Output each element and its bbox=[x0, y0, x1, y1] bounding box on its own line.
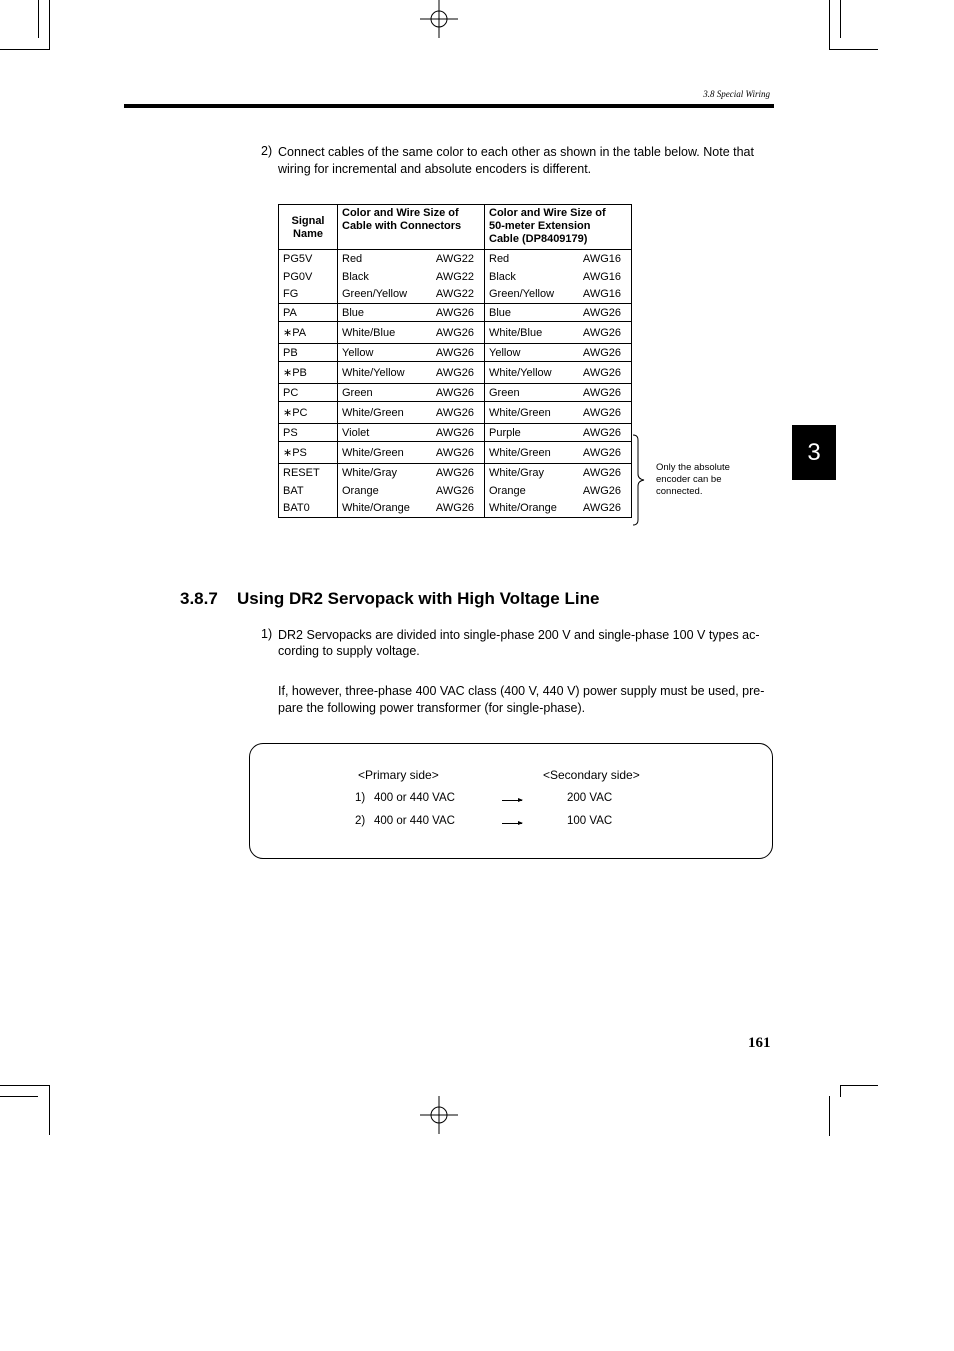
wire-color: White/Green bbox=[342, 446, 404, 459]
transformer-box bbox=[249, 743, 773, 859]
extension-cable-cell bbox=[485, 268, 632, 286]
wire-size: AWG26 bbox=[582, 326, 621, 339]
point1-number: 1) bbox=[261, 627, 273, 641]
table-row bbox=[279, 500, 632, 518]
wire-color: White/Green bbox=[489, 406, 551, 419]
transformer-row-1-primary: 400 or 440 VAC bbox=[374, 792, 455, 804]
transformer-row-2-number: 2) bbox=[355, 815, 366, 827]
wire-size: AWG26 bbox=[435, 366, 474, 379]
table-row bbox=[279, 362, 632, 384]
header-rule bbox=[124, 104, 774, 108]
registration-mark-bottom bbox=[420, 1096, 460, 1136]
section-title: Using DR2 Servopack with High Voltage Line bbox=[237, 589, 600, 608]
wire-color: Orange bbox=[342, 484, 379, 497]
extension-cable-cell bbox=[485, 250, 632, 268]
table-row bbox=[279, 268, 632, 286]
connector-cable-cell bbox=[338, 344, 485, 362]
extension-cable-cell bbox=[485, 442, 632, 464]
arrow-icon bbox=[502, 823, 522, 824]
wire-size: AWG26 bbox=[582, 466, 621, 479]
wire-color: Red bbox=[489, 252, 510, 265]
table-row bbox=[279, 304, 632, 322]
wire-color: White/Blue bbox=[489, 326, 543, 339]
page-number: 161 bbox=[748, 1035, 771, 1051]
wire-size: AWG26 bbox=[582, 502, 621, 515]
header-col1-line-2: Cable with Connectors bbox=[342, 220, 462, 232]
wire-size: AWG26 bbox=[435, 426, 474, 439]
table-row bbox=[279, 286, 632, 304]
wire-size: AWG26 bbox=[582, 366, 621, 379]
signal-cell: RESET bbox=[279, 464, 338, 482]
point1-line-2: cording to supply voltage. bbox=[278, 644, 420, 658]
absolute-encoder-brace bbox=[632, 434, 648, 526]
header-col1 bbox=[338, 205, 485, 250]
header-col1-line-1: Color and Wire Size of bbox=[342, 207, 459, 219]
connector-cable-cell bbox=[338, 286, 485, 304]
connector-cable-cell bbox=[338, 500, 485, 518]
extension-cable-cell bbox=[485, 464, 632, 482]
wire-color: White/Green bbox=[489, 446, 551, 459]
extension-cable-cell bbox=[485, 500, 632, 518]
extension-cable-cell bbox=[485, 424, 632, 442]
wire-size: AWG22 bbox=[435, 252, 474, 265]
signal-cell: PS bbox=[279, 424, 338, 442]
connector-cable-cell bbox=[338, 402, 485, 424]
wire-size: AWG26 bbox=[582, 426, 621, 439]
running-header: 3.8 Special Wiring bbox=[703, 89, 770, 99]
connector-cable-cell bbox=[338, 442, 485, 464]
intro-number: 2) bbox=[261, 144, 273, 158]
wiring-table bbox=[278, 204, 632, 518]
wire-color: Red bbox=[342, 252, 363, 265]
wire-color: Black bbox=[342, 270, 369, 283]
extension-cable-cell bbox=[485, 286, 632, 304]
wire-size: AWG16 bbox=[582, 252, 621, 265]
header-col2-line-2: 50-meter Extension bbox=[489, 220, 591, 232]
extension-cable-cell bbox=[485, 304, 632, 322]
table-row bbox=[279, 482, 632, 500]
extension-cable-cell bbox=[485, 384, 632, 402]
point1-line-1: DR2 Servopacks are divided into single-phase 200 V and single-phase 100 V types ac- bbox=[278, 628, 760, 642]
table-row bbox=[279, 424, 632, 442]
arrow-icon bbox=[502, 800, 522, 801]
transformer-row-1-number: 1) bbox=[355, 792, 366, 804]
wire-size: AWG26 bbox=[435, 484, 474, 497]
signal-cell: PB bbox=[279, 344, 338, 362]
wire-color: White/Gray bbox=[489, 466, 545, 479]
extension-cable-cell bbox=[485, 362, 632, 384]
wire-color: Green/Yellow bbox=[342, 288, 408, 301]
table-row bbox=[279, 322, 632, 344]
wire-color: Blue bbox=[342, 306, 365, 319]
intro-line-2: wiring for incremental and absolute encoders is different. bbox=[278, 162, 592, 176]
signal-cell: ∗PC bbox=[279, 402, 338, 424]
signal-cell: BAT0 bbox=[279, 500, 338, 518]
signal-cell: ∗PA bbox=[279, 322, 338, 344]
wire-color: Purple bbox=[489, 426, 521, 439]
signal-cell: ∗PS bbox=[279, 442, 338, 464]
signal-cell: FG bbox=[279, 286, 338, 304]
table-row bbox=[279, 344, 632, 362]
wire-size: AWG16 bbox=[582, 288, 621, 301]
connector-cable-cell bbox=[338, 304, 485, 322]
secondary-side-label: <Secondary side> bbox=[543, 768, 640, 782]
extension-cable-cell bbox=[485, 402, 632, 424]
wire-color: White/Yellow bbox=[489, 366, 552, 379]
wire-color: Orange bbox=[489, 484, 526, 497]
wire-size: AWG26 bbox=[435, 346, 474, 359]
note-line-1: Only the absolute bbox=[656, 462, 730, 473]
table-row bbox=[279, 442, 632, 464]
wire-size: AWG26 bbox=[435, 446, 474, 459]
header-signal-line-2: Name bbox=[293, 228, 323, 240]
wire-color: White/Gray bbox=[342, 466, 398, 479]
connector-cable-cell bbox=[338, 464, 485, 482]
wire-size: AWG22 bbox=[435, 288, 474, 301]
table-row bbox=[279, 250, 632, 268]
wire-size: AWG26 bbox=[435, 306, 474, 319]
connector-cable-cell bbox=[338, 268, 485, 286]
table-row bbox=[279, 464, 632, 482]
wire-size: AWG26 bbox=[582, 306, 621, 319]
connector-cable-cell bbox=[338, 424, 485, 442]
wire-color: White/Orange bbox=[342, 502, 410, 515]
wire-size: AWG26 bbox=[582, 446, 621, 459]
signal-cell: PG5V bbox=[279, 250, 338, 268]
header-signal bbox=[279, 205, 338, 250]
header-signal-line-1: Signal bbox=[291, 215, 325, 227]
connector-cable-cell bbox=[338, 250, 485, 268]
wire-color: Green bbox=[342, 386, 373, 399]
intro-line-1: Connect cables of the same color to each other as shown in the table below. Note that bbox=[278, 145, 754, 159]
table-row bbox=[279, 402, 632, 424]
wire-color: White/Green bbox=[342, 406, 404, 419]
point1-line-3: If, however, three-phase 400 VAC class (400 V, 440 V) power supply must be used, pre- bbox=[278, 684, 765, 698]
transformer-row-1-secondary: 200 VAC bbox=[567, 792, 613, 804]
wire-size: AWG26 bbox=[435, 502, 474, 515]
wire-size: AWG26 bbox=[435, 406, 474, 419]
header-col2 bbox=[485, 205, 632, 250]
wire-size: AWG16 bbox=[582, 270, 621, 283]
wire-size: AWG26 bbox=[435, 386, 474, 399]
signal-cell: PC bbox=[279, 384, 338, 402]
section-number: 3.8.7 bbox=[180, 589, 218, 608]
wire-color: White/Blue bbox=[342, 326, 396, 339]
header-col2-line-3: Cable (DP8409179) bbox=[489, 233, 588, 245]
note-line-2: encoder can be bbox=[656, 474, 722, 485]
signal-cell: ∗PB bbox=[279, 362, 338, 384]
wire-color: Black bbox=[489, 270, 516, 283]
connector-cable-cell bbox=[338, 482, 485, 500]
wire-size: AWG26 bbox=[435, 326, 474, 339]
wire-size: AWG26 bbox=[582, 386, 621, 399]
point1-line-4: pare the following power transformer (for single-phase). bbox=[278, 701, 586, 715]
wire-color: Violet bbox=[342, 426, 370, 439]
connector-cable-cell bbox=[338, 384, 485, 402]
header-col2-line-1: Color and Wire Size of bbox=[489, 207, 606, 219]
wire-size: AWG26 bbox=[582, 406, 621, 419]
wire-size: AWG26 bbox=[435, 466, 474, 479]
transformer-row-2-secondary: 100 VAC bbox=[567, 815, 613, 827]
wire-color: Green bbox=[489, 386, 520, 399]
registration-mark-top bbox=[420, 0, 460, 40]
absolute-encoder-note bbox=[656, 462, 756, 498]
extension-cable-cell bbox=[485, 344, 632, 362]
chapter-tab: 3 bbox=[792, 425, 836, 480]
table-header-row bbox=[279, 205, 632, 250]
connector-cable-cell bbox=[338, 362, 485, 384]
extension-cable-cell bbox=[485, 322, 632, 344]
wire-size: AWG26 bbox=[582, 484, 621, 497]
table-row bbox=[279, 384, 632, 402]
wire-size: AWG26 bbox=[582, 346, 621, 359]
wire-color: White/Yellow bbox=[342, 366, 405, 379]
transformer-row-2-primary: 400 or 440 VAC bbox=[374, 815, 455, 827]
extension-cable-cell bbox=[485, 482, 632, 500]
wire-color: White/Orange bbox=[489, 502, 557, 515]
signal-cell: PG0V bbox=[279, 268, 338, 286]
wire-size: AWG22 bbox=[435, 270, 474, 283]
signal-cell: BAT bbox=[279, 482, 338, 500]
signal-cell: PA bbox=[279, 304, 338, 322]
note-line-3: connected. bbox=[656, 486, 703, 497]
wire-color: Blue bbox=[489, 306, 512, 319]
connector-cable-cell bbox=[338, 322, 485, 344]
wire-color: Green/Yellow bbox=[489, 288, 555, 301]
primary-side-label: <Primary side> bbox=[358, 768, 439, 782]
wire-color: Yellow bbox=[489, 346, 521, 359]
wire-color: Yellow bbox=[342, 346, 374, 359]
section-heading bbox=[180, 589, 599, 609]
